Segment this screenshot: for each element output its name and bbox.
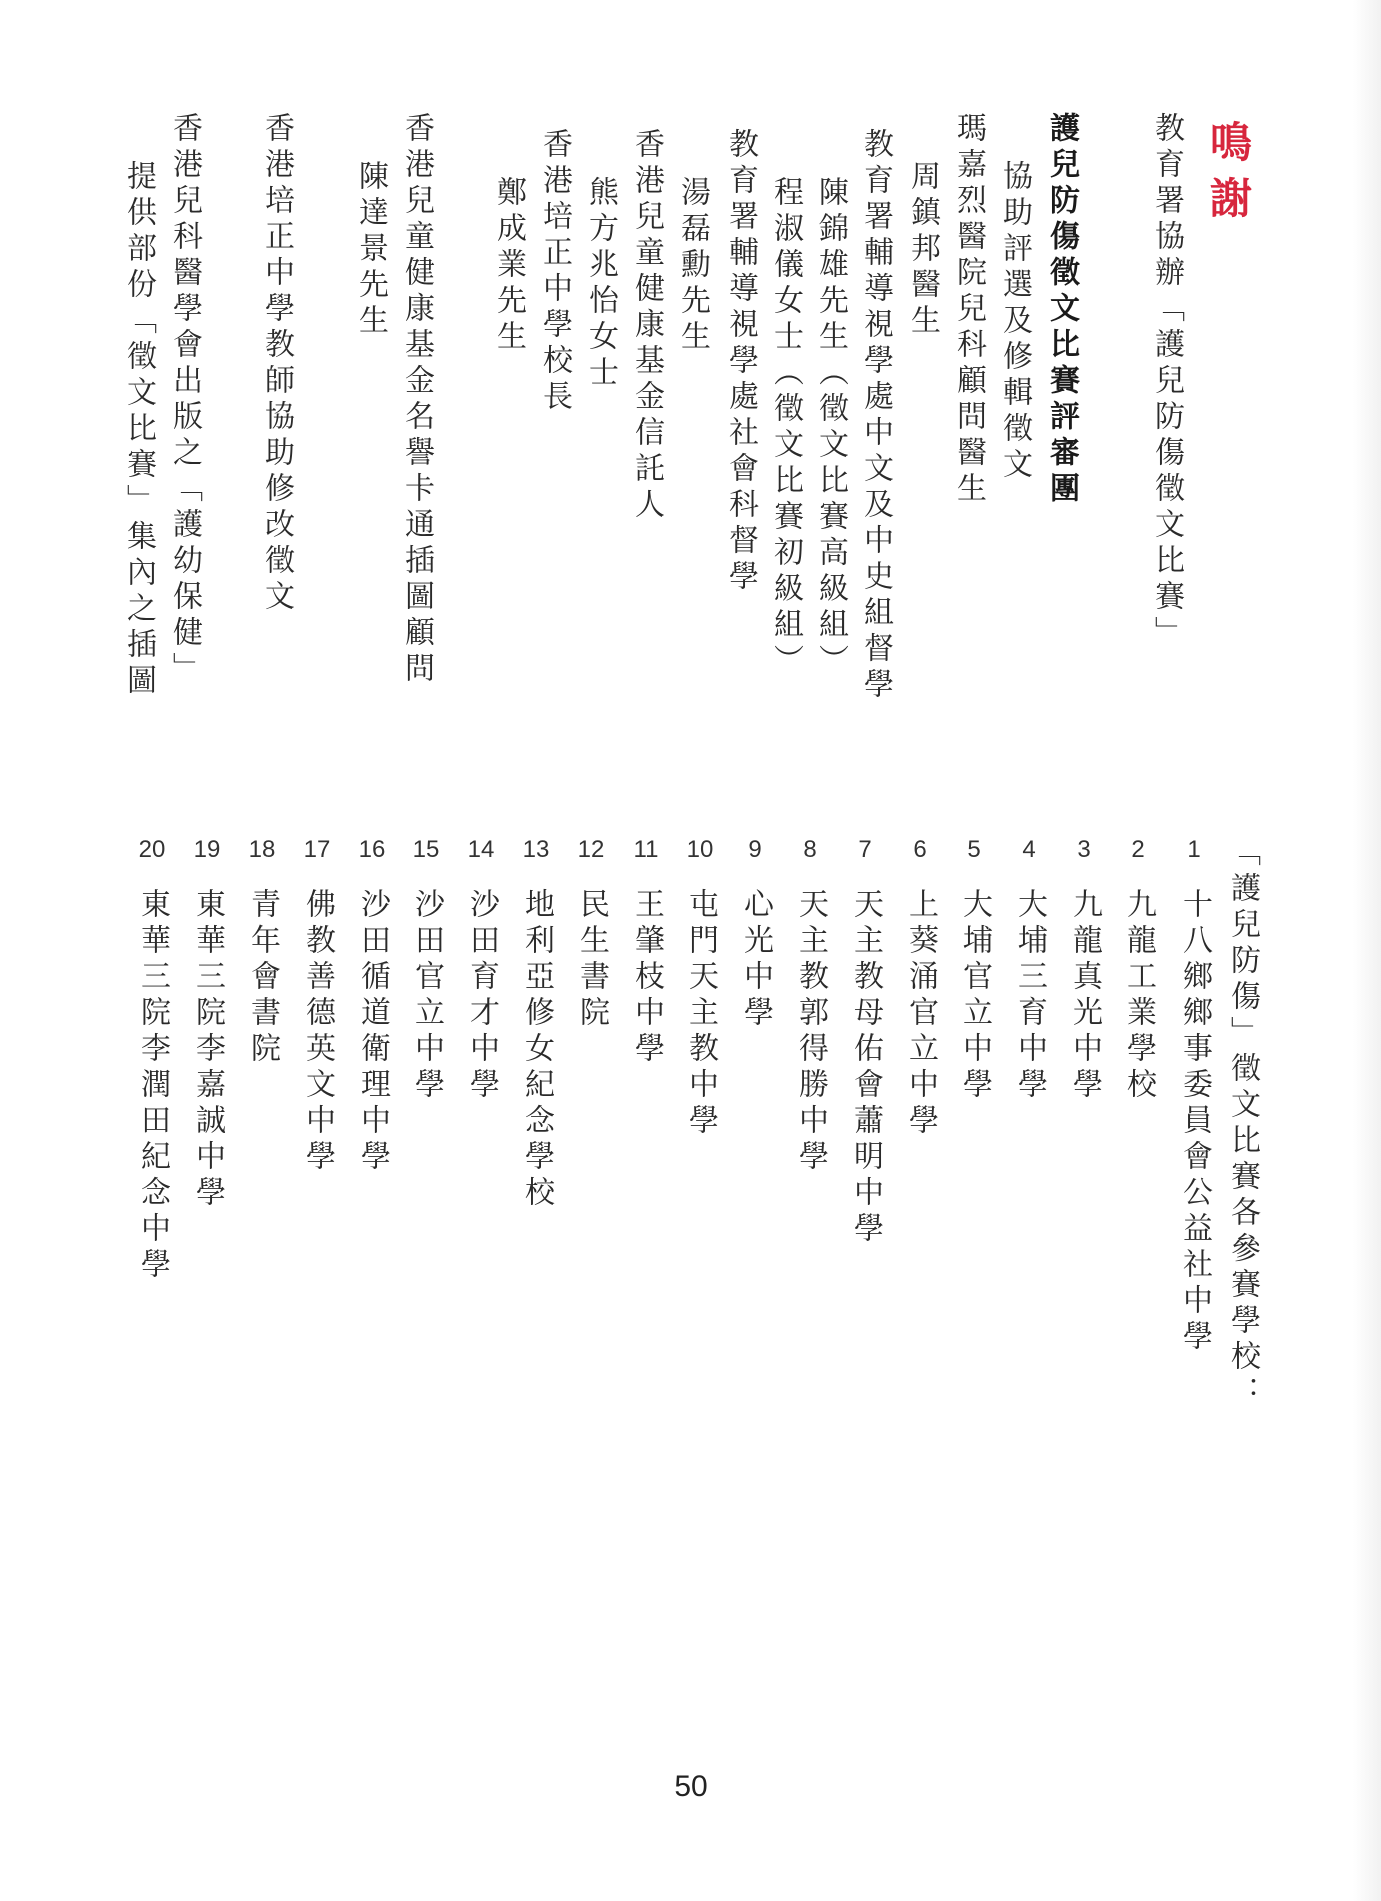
school-name: 九龍工業學校 [1121,888,1156,1104]
school-name: 東華三院李潤田紀念中學 [135,888,170,1284]
ack-line-19: 提供部份「徵文比賽」集內之插圖 [121,160,156,700]
school-number: 2 [1131,836,1145,863]
ack-line-14: 鄭成業先生 [491,176,526,356]
ack-line-1: 教育署協辦「護兒防傷徵文比賽」 [1149,112,1184,652]
ack-line-15: 香港兒童健康基金名譽卡通插圖顧問 [399,112,434,688]
school-number: 11 [633,836,659,863]
school-number: 3 [1077,836,1091,863]
ack-line-7: 陳錦雄先生（徵文比賽高級組） [813,176,848,680]
ack-line-6: 教育署輔導視學處中文及中史組督學 [858,128,893,704]
school-name: 天主教郭得勝中學 [793,888,828,1176]
school-name: 上葵涌官立中學 [903,888,938,1140]
ack-line-4: 瑪嘉烈醫院兒科顧問醫生 [951,112,986,508]
school-number: 6 [913,836,927,863]
school-name: 沙田育才中學 [464,888,499,1104]
ack-line-3: 協助評選及修輯徵文 [997,160,1032,484]
school-name: 十八鄉鄉事委員會公益社中學 [1177,888,1212,1356]
school-number: 4 [1022,836,1036,863]
ack-line-8: 程淑儀女士（徵文比賽初級組） [768,176,803,680]
school-name: 心光中學 [738,888,773,1032]
school-name: 佛教善德英文中學 [300,888,335,1176]
school-name: 大埔三育中學 [1012,888,1047,1104]
acknowledgement-title: 鳴謝 [1204,120,1253,232]
page-edge-shadow [1353,0,1381,1901]
school-number: 12 [577,836,605,863]
school-name: 東華三院李嘉誠中學 [190,888,225,1212]
school-name: 天主教母佑會蕭明中學 [848,888,883,1248]
school-number: 14 [467,836,495,863]
ack-line-10: 湯磊勳先生 [675,176,710,356]
schools-heading: 「護兒防傷」徵文比賽各參賽學校： [1225,836,1260,1412]
school-name: 地利亞修女紀念學校 [519,888,554,1212]
school-number: 17 [303,836,331,863]
school-name: 大埔官立中學 [957,888,992,1104]
school-name: 青年會書院 [245,888,280,1068]
school-name: 民生書院 [574,888,609,1032]
ack-line-2: 護兒防傷徵文比賽評審團 [1044,112,1079,508]
school-name: 屯門天主教中學 [683,888,718,1140]
school-number: 20 [138,836,166,863]
school-number: 16 [358,836,386,863]
school-number: 7 [858,836,872,863]
ack-line-11: 香港兒童健康基金信託人 [629,128,664,524]
school-number: 9 [748,836,762,863]
school-name: 沙田循道衛理中學 [355,888,390,1176]
school-name: 九龍真光中學 [1067,888,1102,1104]
school-number: 13 [522,836,550,863]
school-number: 15 [412,836,440,863]
school-number: 19 [193,836,221,863]
ack-line-13: 香港培正中學校長 [537,128,572,416]
ack-line-17: 香港培正中學教師協助修改徵文 [259,112,294,616]
school-number: 18 [248,836,276,863]
page-number: 50 [674,1770,708,1803]
ack-line-5: 周鎮邦醫生 [905,160,940,340]
school-name: 沙田官立中學 [409,888,444,1104]
ack-line-12: 熊方兆怡女士 [583,176,618,392]
school-number: 5 [967,836,981,863]
school-name: 王肇枝中學 [629,888,664,1068]
ack-line-9: 教育署輔導視學處社會科督學 [723,128,758,596]
ack-line-18: 香港兒科醫學會出版之「護幼保健」 [167,112,202,688]
school-number: 10 [686,836,714,863]
school-number: 8 [803,836,817,863]
ack-line-16: 陳達景先生 [353,160,388,340]
school-number: 1 [1187,836,1201,863]
